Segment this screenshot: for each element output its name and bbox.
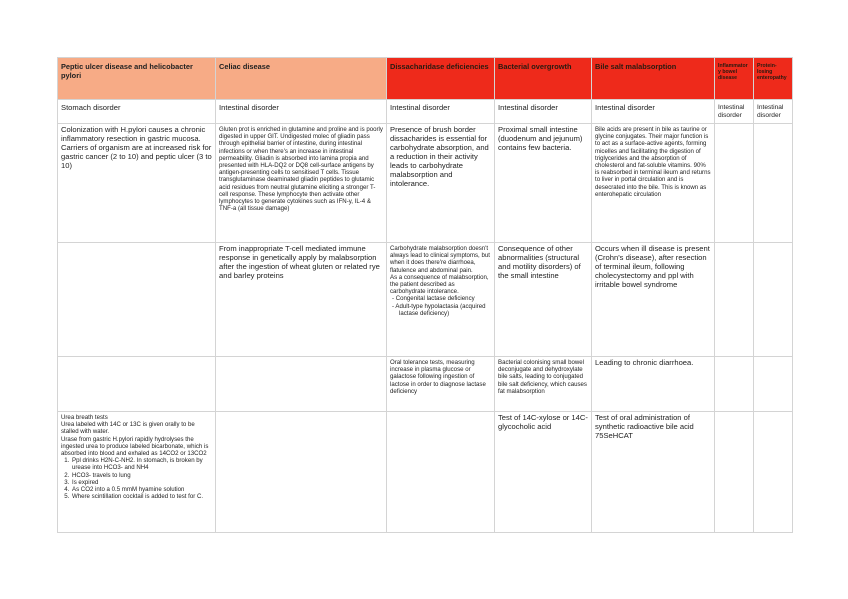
test-row (58, 412, 793, 533)
mechanism-dissacharidase: Presence of brush border dissacharides is essential for carbohydrate absorption, and a reduction in their activity leads to carbohydrate malabsorption and intolerance. (387, 124, 495, 243)
effect-bacterial: Bacterial colonising small bowel deconjugate and dehydroxylate bile salts, leading to conjugated bile salt deficiency, which causes fat malabsorption (495, 357, 592, 412)
list-item: 5. Where scintillation cocktail is added to test for C. (71, 493, 212, 500)
list-item: 2. HCO3- travels to lung (71, 472, 212, 479)
test-ibd (715, 412, 754, 533)
test-peptic (58, 412, 216, 533)
effect-ibd (715, 357, 754, 412)
list-item: 3. Is expired (71, 479, 212, 486)
test-dissacharidase (387, 412, 495, 533)
disorder-type-row (58, 100, 793, 124)
disorder-dissacharidase: Intestinal disorder (387, 100, 495, 124)
effect-protein-losing (754, 357, 793, 412)
header-row (58, 58, 793, 100)
effect-dissacharidase: Oral tolerance tests, measuring increase in plasma glucose or galactose following ingestion of lactose in order to diagnose lactase deficiency (387, 357, 495, 412)
cause-dissacharidase-line: Carbohydrate malabsorption doesn't always lead to clinical symptoms, but when it does there're diarrhoea, flatulence and abdominal pain. (390, 245, 490, 274)
mechanism-celiac: Gluten prot is enriched in glutamine and proline and is poorly digested in upper GIT. Undigested molec of gliadin pass through epithelial barrier of intestine, during intestinal infections or when there's an increase in intestinal permeability. Gliadin is absorbed into lamina propia and presented with HLA-DQ2 or DQ8 cell-surface antigens by antigen-presenting cells to sensitised T cells. Tissue transglutaminase deaminated gliadin peptides to glutamic acid residues from neutral glutamine eliciting a stronger T-cell response. These lymphocyte then activate other lymphocytes to generate cytokines such as IFN-y, IL-4 & TNF-a (all tissue damage) (216, 124, 387, 243)
header-dissacharidase: Dissacharidase deficiencies (387, 58, 495, 100)
disorder-protein-losing: Intestinal disorder (754, 100, 793, 124)
cause-row (58, 243, 793, 357)
cause-dissacharidase (387, 243, 495, 357)
disorder-ibd: Intestinal disorder (715, 100, 754, 124)
mechanism-row (58, 124, 793, 243)
test-bacterial: Test of 14C-xylose or 14C-glycocholic acid (495, 412, 592, 533)
effect-row (58, 357, 793, 412)
disorder-celiac: Intestinal disorder (216, 100, 387, 124)
disorder-bacterial: Intestinal disorder (495, 100, 592, 124)
mechanism-ibd (715, 124, 754, 243)
deficiency-type-list (390, 295, 491, 317)
list-item: - Adult-type hypolactasia (acquired lactase deficiency) (399, 303, 491, 317)
cause-protein-losing (754, 243, 793, 357)
cause-peptic (58, 243, 216, 357)
breath-test-steps (61, 457, 212, 500)
cause-dissacharidase-line: As a consequence of malabsorption, the patient described as carbohydrate intolerance. (390, 273, 489, 296)
cause-bacterial: Consequence of other abnormalities (structural and motility disorders) of the small intestine (495, 243, 592, 357)
disorder-peptic: Stomach disorder (58, 100, 216, 124)
disease-comparison-table (57, 57, 793, 533)
list-item: 4. As CO2 into a 0.5 mmM hyamine solution (71, 486, 212, 493)
cause-celiac: From inappropriate T-cell mediated immune response in genetically apply by malabsorption after the ingestion of wheat gluten or related rye and barley proteins (216, 243, 387, 357)
test-protein-losing (754, 412, 793, 533)
header-peptic-ulcer: Peptic ulcer disease and helicobacter pylori (58, 58, 216, 100)
header-protein-losing: Protein-losing enteropathy (754, 58, 793, 100)
effect-celiac (216, 357, 387, 412)
header-celiac: Celiac disease (216, 58, 387, 100)
header-ibd: Inflammatory bowel disease (715, 58, 754, 100)
list-item: - Congenital lactase deficiency (399, 295, 491, 302)
test-bile: Test of oral administration of synthetic radioactive bile acid 75SeHCAT (592, 412, 715, 533)
cause-bile: Occurs when ill disease is present (Crohn's disease), after resection of terminal ileum, following cholecystectomy and ppl with irritable bowel syndrome (592, 243, 715, 357)
disorder-bile: Intestinal disorder (592, 100, 715, 124)
mechanism-bacterial: Proximal small intestine (duodenum and jejunum) contains few bacteria. (495, 124, 592, 243)
mechanism-peptic: Colonization with H.pylori causes a chronic inflammatory resection in gastric mucosa. Carriers of organism are at increased risk for gastric cancer (2 to 10) and peptic ulcer (3 to 10) (58, 124, 216, 243)
effect-bile: Leading to chronic diarrhoea. (592, 357, 715, 412)
header-bacterial-overgrowth: Bacterial overgrowth (495, 58, 592, 100)
mechanism-protein-losing (754, 124, 793, 243)
test-peptic-line: Urea breath tests (61, 414, 108, 421)
test-peptic-line: Urase from gastric H.pylori rapidly hydrolyses the ingested urea to produce labeled bicarbonate, which is absorbed into blood and exhaled as 14CO2 or 13CO2 (61, 435, 209, 457)
test-peptic-line: Urea labeled with 14C or 13C is given orally to be stalled with water. (61, 421, 195, 436)
cause-ibd (715, 243, 754, 357)
header-bile-salt: Bile salt malabsorption (592, 58, 715, 100)
mechanism-bile: Bile acids are present in bile as taurine or glycine conjugates. Their major function is to act as a surface-active agents, forming micelles and facilitating the digestion of triglycerides and the absorption of cholesterol and fat-soluble vitamins. 90% is reabsorbed in terminal ileum and returns to liver in portal circulation and is desecrated into the bile. This is known as enterohepatic circulation (592, 124, 715, 243)
list-item: 1. Ppl drinks H2N-C-NH2. In stomach, is broken by urease into HCO3- and NH4 (71, 457, 212, 471)
effect-peptic (58, 357, 216, 412)
test-celiac (216, 412, 387, 533)
